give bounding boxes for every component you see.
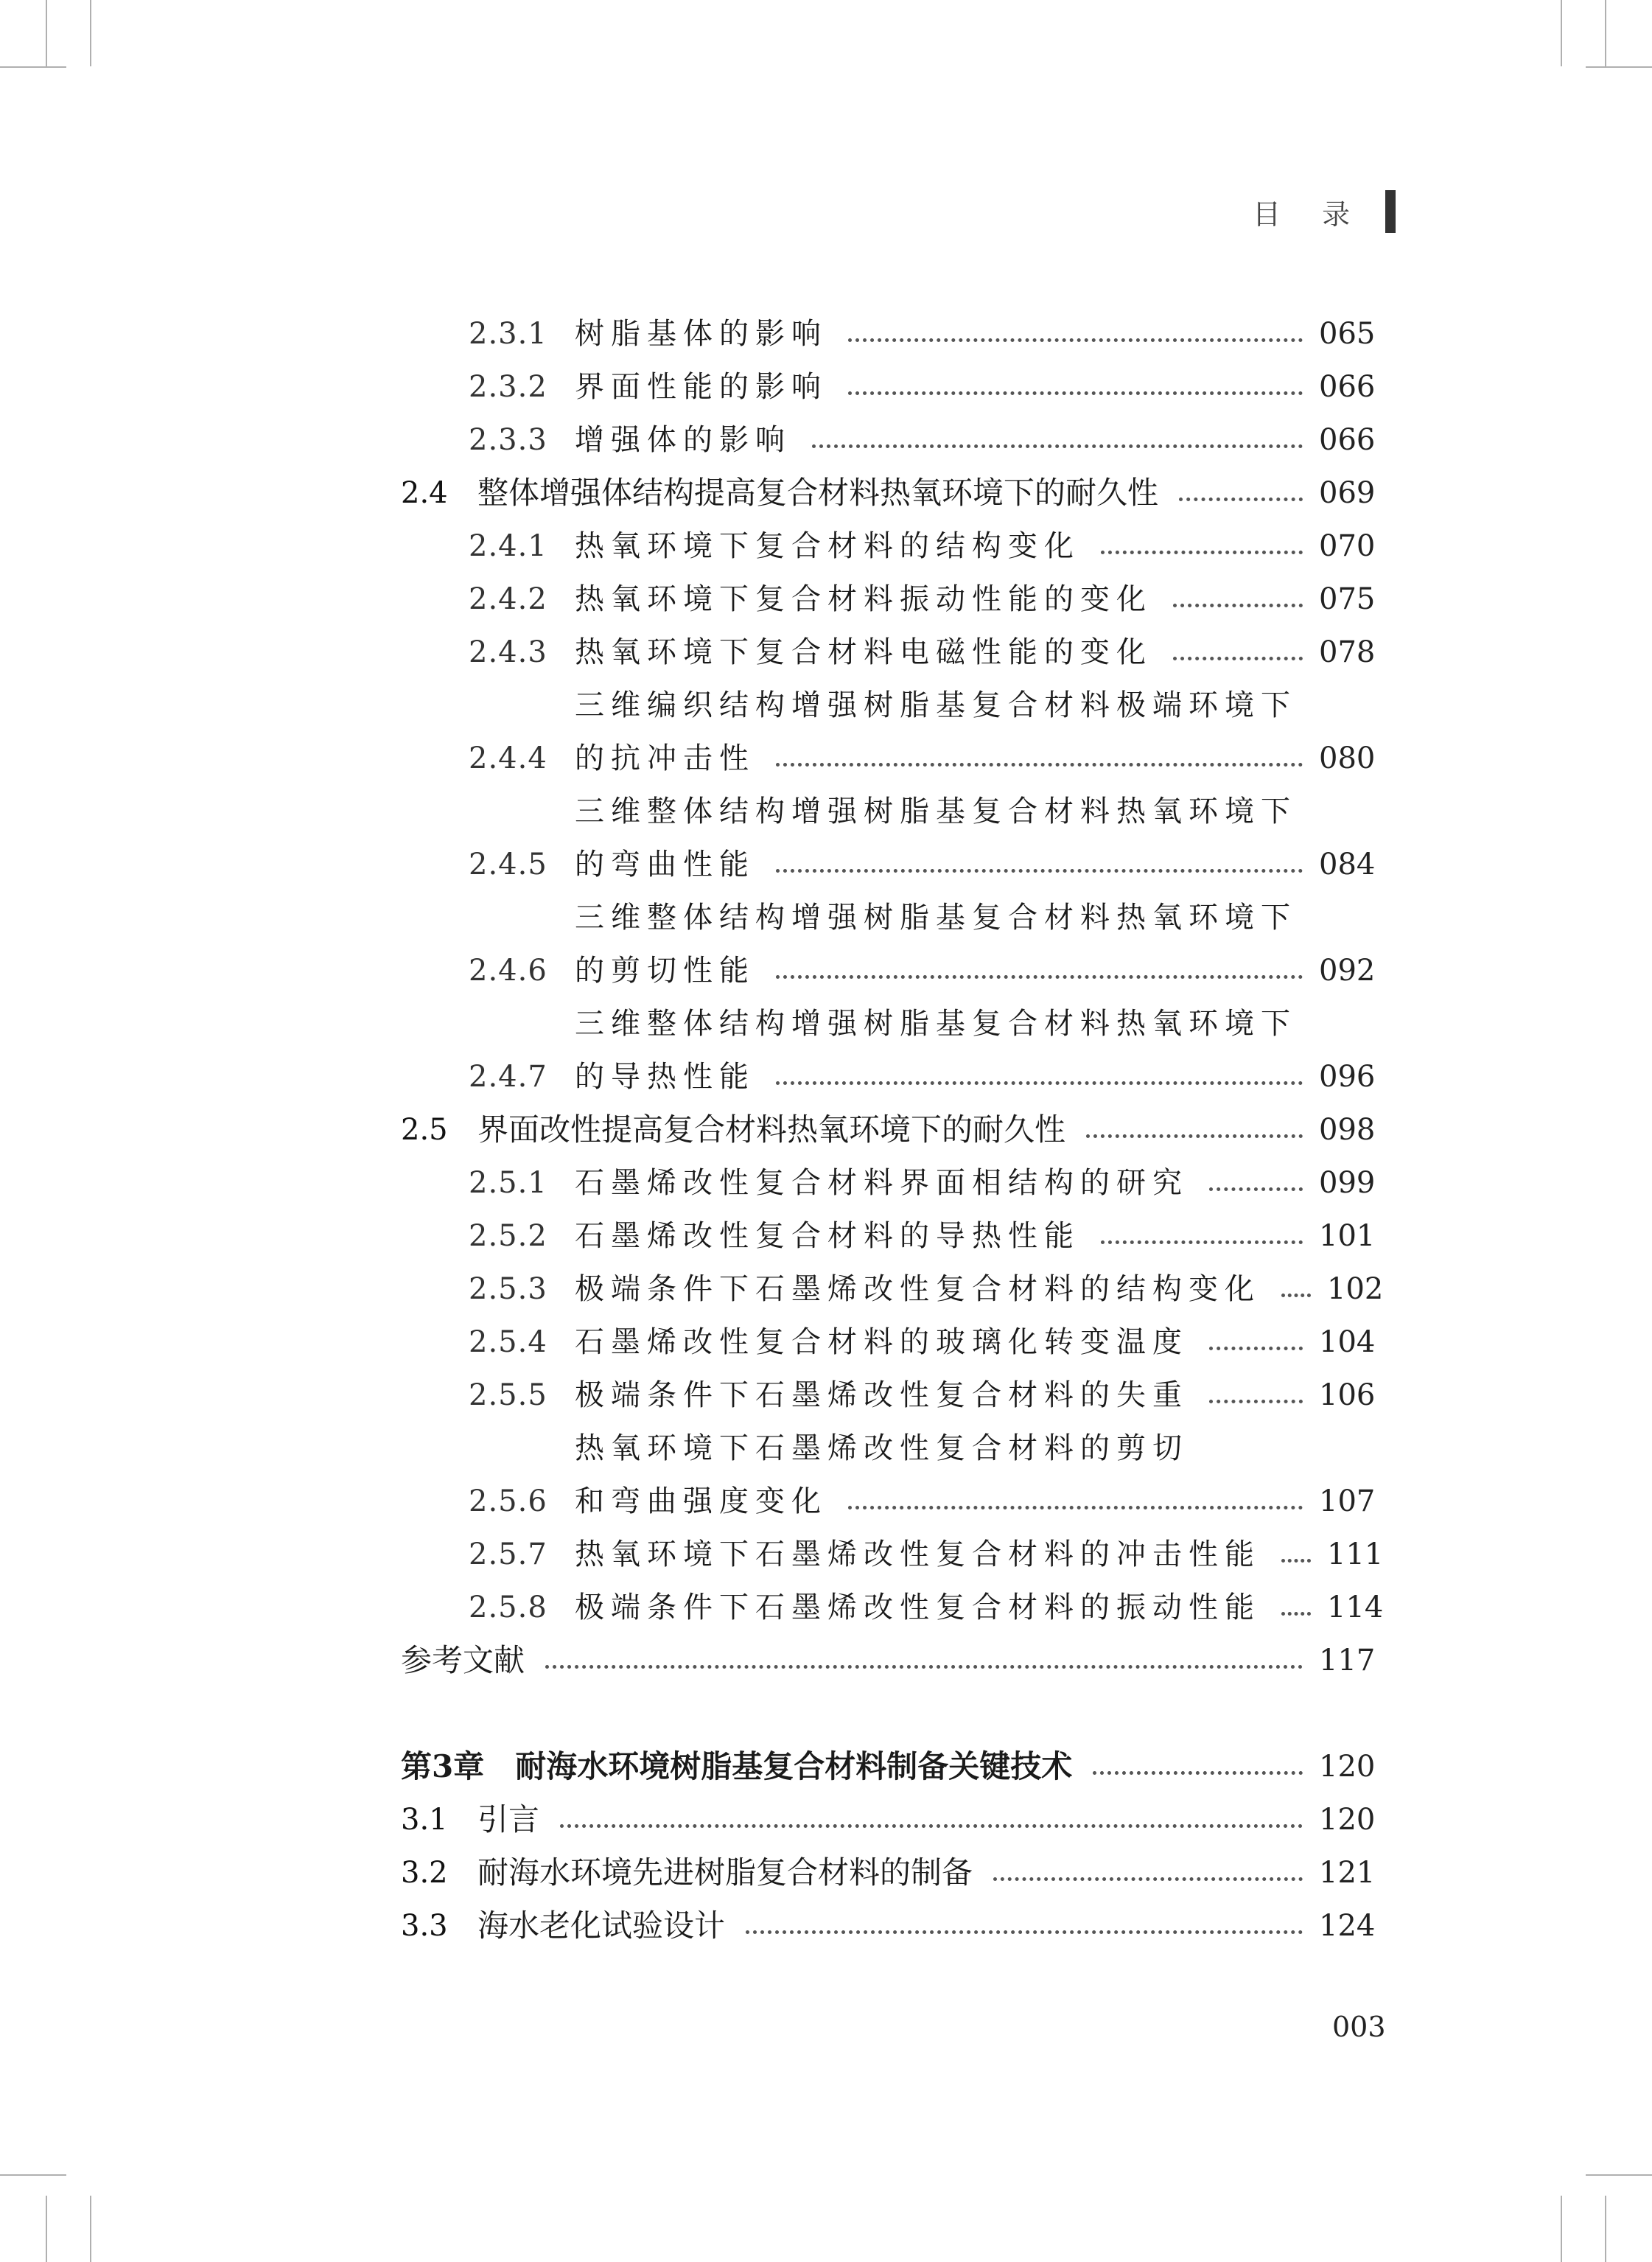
toc-entry-page: 121 — [1319, 1856, 1376, 1890]
chapter-gap — [401, 1678, 1368, 1731]
toc-entry-title: 增强体的影响 — [575, 423, 791, 457]
toc-entry[interactable] — [401, 1518, 1384, 1571]
toc-entry-number: 2.5.8 — [469, 1591, 547, 1624]
toc-entry-page: 070 — [1319, 529, 1376, 563]
toc-entry-number: 3.2 — [401, 1856, 448, 1890]
toc-entry-title-continued: 的剪切性能 — [575, 954, 755, 988]
toc-entry-page: 075 — [1319, 582, 1376, 616]
toc-entry-page: 101 — [1319, 1219, 1376, 1253]
toc-entry[interactable] — [401, 1624, 1376, 1678]
toc-entry-body — [575, 1591, 1384, 1624]
toc-entry[interactable] — [401, 669, 1376, 775]
toc-entry-body — [575, 370, 1376, 404]
toc-entry-number: 2.5.5 — [469, 1378, 547, 1412]
toc-entry-page: 104 — [1319, 1325, 1376, 1359]
toc-entry-body — [575, 582, 1376, 616]
toc-entry-page: 066 — [1319, 423, 1376, 457]
toc-entry-number: 2.4.6 — [469, 954, 547, 988]
toc-entry-title: 极端条件下石墨烯改性复合材料的结构变化 — [575, 1272, 1261, 1306]
toc-entry-page: 124 — [1319, 1909, 1376, 1943]
toc-entry-page: 078 — [1319, 635, 1376, 669]
toc-entry-body — [401, 1748, 1376, 1784]
toc-entry-number: 3.3 — [401, 1909, 448, 1943]
toc-entry-page: 066 — [1319, 370, 1376, 404]
toc-entry-body — [575, 688, 1376, 775]
toc-entry-body — [401, 1642, 1376, 1678]
toc-entry-title: 极端条件下石墨烯改性复合材料的振动性能 — [575, 1591, 1261, 1624]
toc-entry-title: 参考文献 — [401, 1642, 525, 1678]
toc-entry-title-continued: 的弯曲性能 — [575, 848, 755, 882]
toc-entry[interactable] — [401, 1571, 1384, 1624]
dot-leader — [1209, 1187, 1303, 1191]
dot-leader — [1209, 1400, 1303, 1403]
toc-entry-body — [575, 1219, 1376, 1253]
toc-entry[interactable] — [401, 457, 1376, 511]
toc-entry-page: 084 — [1319, 848, 1376, 882]
toc-entry-page: 098 — [1319, 1113, 1376, 1147]
toc-entry[interactable] — [401, 510, 1376, 563]
dot-leader — [776, 763, 1303, 767]
toc-entry-title: 整体增强体结构提高复合材料热氧环境下的耐久性 — [477, 475, 1159, 511]
toc-entry-body — [575, 901, 1376, 988]
toc-entry[interactable] — [401, 1784, 1376, 1837]
toc-entry-title: 热氧环境下石墨烯改性复合材料的冲击性能 — [575, 1537, 1261, 1571]
table-of-contents — [401, 298, 1384, 1944]
dot-leader — [746, 1930, 1303, 1934]
toc-entry-body — [575, 795, 1376, 882]
toc-entry-page: 092 — [1319, 954, 1376, 988]
toc-entry-title: 热氧环境下复合材料的结构变化 — [575, 529, 1080, 563]
dot-leader — [1173, 604, 1303, 607]
crop-mark — [1561, 2196, 1562, 2262]
toc-entry-number: 2.4.3 — [469, 635, 547, 669]
crop-mark — [1586, 2174, 1652, 2176]
toc-entry-title: 石墨烯改性复合材料的玻璃化转变温度 — [575, 1325, 1189, 1359]
dot-leader — [1209, 1347, 1303, 1350]
dot-leader — [776, 869, 1303, 873]
toc-entry-title: 耐海水环境先进树脂复合材料的制备 — [477, 1854, 973, 1891]
toc-entry-title: 树脂基体的影响 — [575, 317, 827, 351]
toc-entry-body — [477, 1907, 1376, 1944]
toc-entry-title: 海水老化试验设计 — [477, 1907, 726, 1944]
dot-leader — [848, 1506, 1303, 1509]
dot-leader — [848, 338, 1303, 342]
toc-entry-number: 2.3.3 — [469, 423, 547, 457]
toc-entry[interactable] — [401, 1094, 1376, 1148]
toc-entry[interactable] — [401, 1890, 1376, 1944]
toc-entry[interactable] — [401, 1731, 1376, 1784]
crop-mark — [1561, 0, 1562, 66]
toc-entry-page: 117 — [1319, 1644, 1376, 1678]
toc-entry-number: 2.5.2 — [469, 1219, 547, 1253]
header-title: 目 录 — [1253, 198, 1367, 231]
toc-entry-page: 099 — [1319, 1166, 1376, 1200]
dot-leader — [1086, 1134, 1303, 1138]
toc-entry-number: 2.4.7 — [469, 1060, 547, 1094]
toc-entry-title: 界面改性提高复合材料热氧环境下的耐久性 — [477, 1111, 1066, 1148]
toc-entry-body — [575, 1537, 1384, 1571]
toc-entry-body — [575, 529, 1376, 563]
dot-leader — [776, 975, 1303, 979]
toc-entry-body — [575, 317, 1376, 351]
toc-entry-body — [477, 1854, 1376, 1891]
toc-entry[interactable] — [401, 1253, 1384, 1306]
toc-entry-title: 引言 — [477, 1801, 540, 1837]
dot-leader — [1101, 551, 1303, 554]
toc-entry[interactable] — [401, 404, 1376, 457]
toc-entry-title-continued: 和弯曲强度变化 — [575, 1484, 827, 1518]
toc-entry-title-continued: 的抗冲击性 — [575, 741, 755, 775]
dot-leader — [560, 1824, 1303, 1828]
crop-mark — [0, 2174, 66, 2176]
toc-entry-body — [575, 1378, 1376, 1412]
toc-entry-body — [575, 1166, 1376, 1200]
toc-entry[interactable] — [401, 351, 1376, 404]
toc-entry-body — [575, 1325, 1376, 1359]
toc-entry-page: 120 — [1319, 1803, 1376, 1837]
toc-entry-page: 111 — [1327, 1537, 1384, 1571]
toc-entry-body — [477, 1801, 1376, 1837]
crop-mark — [46, 2196, 47, 2262]
toc-entry-title: 热氧环境下石墨烯改性复合材料的剪切 — [575, 1431, 1189, 1465]
toc-entry[interactable] — [401, 1412, 1376, 1518]
header-bar — [1385, 190, 1396, 233]
crop-mark — [1605, 0, 1606, 66]
crop-mark — [1586, 66, 1652, 68]
toc-entry-number: 2.5.6 — [469, 1484, 547, 1518]
toc-entry[interactable] — [401, 1147, 1376, 1200]
dot-leader — [1281, 1612, 1311, 1616]
toc-entry-title: 石墨烯改性复合材料的导热性能 — [575, 1219, 1080, 1253]
toc-entry-body — [477, 1111, 1376, 1148]
toc-entry-title: 极端条件下石墨烯改性复合材料的失重 — [575, 1378, 1189, 1412]
crop-mark — [90, 2196, 91, 2262]
page-number: 003 — [1332, 2011, 1386, 2043]
toc-entry[interactable] — [401, 775, 1376, 882]
toc-entry-page: 065 — [1319, 317, 1376, 351]
crop-mark — [90, 0, 91, 66]
toc-entry[interactable] — [401, 988, 1376, 1094]
toc-entry-number: 2.5.4 — [469, 1325, 547, 1359]
toc-entry-page: 114 — [1327, 1591, 1384, 1624]
running-header — [1253, 190, 1396, 233]
toc-entry-page: 069 — [1319, 476, 1376, 510]
toc-entry-body — [575, 1272, 1384, 1306]
toc-entry[interactable] — [401, 882, 1376, 988]
toc-entry-body — [575, 423, 1376, 457]
toc-entry-body — [477, 475, 1376, 511]
toc-entry-title: 三维整体结构增强树脂基复合材料热氧环境下 — [575, 1007, 1297, 1041]
crop-mark — [0, 66, 66, 68]
toc-entry-title: 第3章 耐海水环境树脂基复合材料制备关键技术 — [401, 1748, 1073, 1784]
toc-entry-title-continued: 的导热性能 — [575, 1060, 755, 1094]
crop-mark — [46, 0, 47, 66]
toc-entry-title: 界面性能的影响 — [575, 370, 827, 404]
toc-entry[interactable] — [401, 563, 1376, 616]
toc-entry[interactable] — [401, 1200, 1376, 1253]
toc-entry-page: 096 — [1319, 1060, 1376, 1094]
crop-mark — [1605, 2196, 1606, 2262]
toc-entry-number: 2.4.4 — [469, 741, 547, 775]
dot-leader — [1093, 1771, 1303, 1775]
toc-entry[interactable] — [401, 616, 1376, 669]
dot-leader — [776, 1081, 1303, 1085]
toc-entry-body — [575, 635, 1376, 669]
toc-entry-title: 三维整体结构增强树脂基复合材料热氧环境下 — [575, 795, 1297, 828]
dot-leader — [812, 444, 1303, 448]
toc-entry[interactable] — [401, 1837, 1376, 1891]
toc-entry[interactable] — [401, 1359, 1376, 1412]
toc-entry-page: 102 — [1327, 1272, 1384, 1306]
toc-entry-number: 2.5 — [401, 1113, 448, 1147]
toc-entry-number: 2.3.1 — [469, 317, 547, 351]
toc-entry-number: 2.5.1 — [469, 1166, 547, 1200]
dot-leader — [545, 1665, 1303, 1669]
toc-entry-page: 080 — [1319, 741, 1376, 775]
toc-entry-number: 3.1 — [401, 1803, 448, 1837]
dot-leader — [848, 391, 1303, 395]
toc-entry-number: 2.4.5 — [469, 848, 547, 882]
toc-entry-body — [575, 1431, 1376, 1518]
toc-entry[interactable] — [401, 1306, 1376, 1359]
toc-entry-number: 2.4.2 — [469, 582, 547, 616]
dot-leader — [993, 1877, 1303, 1881]
toc-entry-title: 三维整体结构增强树脂基复合材料热氧环境下 — [575, 901, 1297, 935]
toc-entry-page: 106 — [1319, 1378, 1376, 1412]
dot-leader — [1179, 498, 1303, 501]
toc-entry-title: 热氧环境下复合材料振动性能的变化 — [575, 582, 1152, 616]
toc-entry-page: 120 — [1319, 1750, 1376, 1784]
dot-leader — [1173, 657, 1303, 660]
dot-leader — [1281, 1294, 1311, 1297]
toc-entry-title: 三维编织结构增强树脂基复合材料极端环境下 — [575, 688, 1297, 722]
dot-leader — [1101, 1240, 1303, 1244]
toc-entry-number: 2.5.7 — [469, 1537, 547, 1571]
toc-entry-title: 热氧环境下复合材料电磁性能的变化 — [575, 635, 1152, 669]
toc-entry-title: 石墨烯改性复合材料界面相结构的研究 — [575, 1166, 1189, 1200]
dot-leader — [1281, 1559, 1311, 1563]
toc-entry-number: 2.5.3 — [469, 1272, 547, 1306]
toc-entry-number: 2.3.2 — [469, 370, 547, 404]
toc-entry-number: 2.4.1 — [469, 529, 547, 563]
toc-entry-number: 2.4 — [401, 476, 448, 510]
toc-entry[interactable] — [401, 298, 1376, 351]
toc-entry-body — [575, 1007, 1376, 1094]
toc-entry-page: 107 — [1319, 1484, 1376, 1518]
